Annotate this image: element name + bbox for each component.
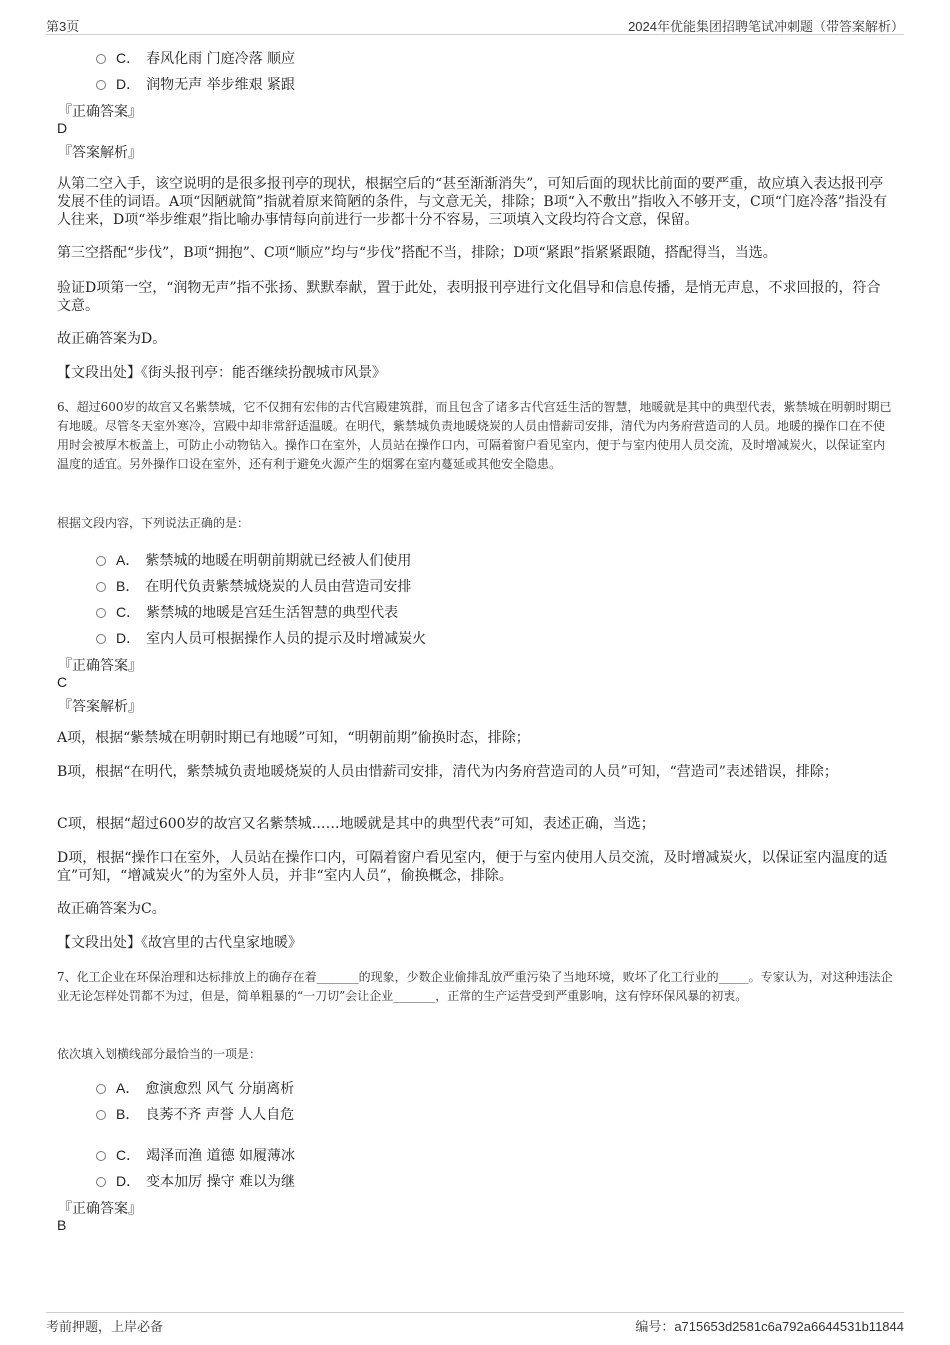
q7-prompt: 依次填入划横线部分最恰当的一项是： xyxy=(57,1047,262,1061)
q7-option-b[interactable]: B． 良莠不齐 声誉 人人自危 xyxy=(96,1104,294,1124)
footer-slogan: 考前押题，上岸必备 xyxy=(46,1319,164,1334)
q6-conclusion: 故正确答案为C。 xyxy=(57,901,166,917)
q6-option-c[interactable]: C． 紫禁城的地暖是宫廷生活智慧的典型代表 xyxy=(96,602,398,622)
q5-conclusion: 故正确答案为D。 xyxy=(57,331,167,347)
document-title: 2024年优能集团招聘笔试冲刺题（带答案解析） xyxy=(628,19,904,34)
q6-analysis-paragraph: B项，根据“在明代，紫禁城负责地暖烧炭的人员由惜薪司安排，清代为内务府营造司的人员”可知，“营造司”表述错误，排除； xyxy=(57,764,838,780)
q7-option-a[interactable]: A． 愈演愈烈 风气 分崩离析 xyxy=(96,1078,294,1098)
q6-option-a[interactable]: A． 紫禁城的地暖在明朝前期就已经被人们使用 xyxy=(96,550,411,570)
radio-icon[interactable] xyxy=(96,556,106,566)
q6-option-d[interactable]: D． 室内人员可根据操作人员的提示及时增减炭火 xyxy=(96,628,426,648)
page-footer xyxy=(46,1312,904,1337)
radio-icon[interactable] xyxy=(96,80,106,90)
q5-option-c[interactable]: C． 春风化雨 门庭冷落 顺应 xyxy=(96,48,295,68)
q6-analysis-paragraph: D项，根据“操作口在室外，人员站在操作口内，可隔着窗户看见室内，便于与室内使用人员交流，及时增减炭火，以保证室内温度的适宜”可知，“增减炭火”的为室外人员，并非“室内人员”，偷换概念，排除。 xyxy=(57,850,888,884)
radio-icon[interactable] xyxy=(96,634,106,644)
q6-source: 【文段出处】《故宫里的古代皇家地暖》 xyxy=(57,935,302,951)
q7-option-c[interactable]: C． 竭泽而渔 道德 如履薄冰 xyxy=(96,1145,295,1165)
q5-answer: D xyxy=(57,120,68,136)
q7-question: 7、化工企业在环保治理和达标排放上的确存在着_______的现象，少数企业偷排乱放严重污染了当地环境，败坏了化工行业的_____。专家认为，对这种违法企业无论怎样处罚都不为过，但是，简单粗暴的“一刀切”会让企业_______，正常的生产运营受到严重影响，这有悖环保风暴的初衷。 xyxy=(57,970,893,1003)
radio-icon[interactable] xyxy=(96,1110,106,1120)
q6-prompt: 根据文段内容，下列说法正确的是： xyxy=(57,516,250,530)
radio-icon[interactable] xyxy=(96,1084,106,1094)
q7-option-d[interactable]: D． 变本加厉 操守 难以为继 xyxy=(96,1171,295,1191)
q5-analysis-paragraph: 验证D项第一空，“润物无声”指不张扬、默默奉献，置于此处，表明报刊亭进行文化倡导和信息传播，是悄无声息，不求回报的，符合文意。 xyxy=(57,280,881,314)
q5-answer-label: 『正确答案』 xyxy=(58,104,142,120)
page-header xyxy=(46,14,904,35)
q6-analysis-paragraph: A项，根据“紫禁城在明朝时期已有地暖”可知，“明朝前期”偷换时态，排除； xyxy=(57,730,530,746)
q7-answer-label: 『正确答案』 xyxy=(58,1201,142,1217)
radio-icon[interactable] xyxy=(96,582,106,592)
q6-analysis-label: 『答案解析』 xyxy=(58,699,142,715)
document-code-value: a715653d2581c6a792a6644531b11844 xyxy=(674,1319,904,1334)
document-code-label: 编号： xyxy=(635,1319,675,1334)
q6-answer: C xyxy=(57,674,68,690)
q7-answer: B xyxy=(57,1217,67,1233)
q5-analysis-paragraph: 从第二空入手，该空说明的是很多报刊亭的现状，根据空后的“甚至渐渐消失”，可知后面的现状比前面的要严重，故应填入表达报刊亭发展不佳的词语。A项“因陋就简”指就着原来简陋的条件，与文意无关，排除；B项“入不敷出”指收入不够开支，C项“门庭冷落”指没有人往来，D项“举步维艰”指比喻办事情每向前进行一步都十分不容易，三项填入文段均符合文意，保留。 xyxy=(57,176,888,228)
radio-icon[interactable] xyxy=(96,54,106,64)
document-code xyxy=(635,1316,904,1335)
q6-analysis-paragraph: C项，根据“超过600岁的故宫又名紫禁城……地暖就是其中的典型代表”可知，表述正确，当选； xyxy=(57,816,655,832)
q5-option-d[interactable]: D． 润物无声 举步维艰 紧跟 xyxy=(96,74,295,94)
q6-question: 6、超过600岁的故宫又名紫禁城，它不仅拥有宏伟的古代宫殿建筑群，而且包含了诸多古代宫廷生活的智慧，地暖就是其中的典型代表，紫禁城在明朝时期已有地暖。尽管冬天室外寒冷，宫殿中却非常舒适温暖。在明代，紫禁城负责地暖烧炭的人员由惜薪司安排，清代为内务府营造司的人员。地暖的操作口在不使用时会被厚木板盖上，可防止小动物钻入。操作口在室外，人员站在操作口内，可隔着窗户看见室内，便于与室内使用人员交流，及时增减炭火，以保证室内温度的适宜。另外操作口设在室外，还有利于避免火源产生的烟雾在室内蔓延或其他安全隐患。 xyxy=(57,400,892,471)
q6-answer-label: 『正确答案』 xyxy=(58,658,142,674)
q5-analysis-label: 『答案解析』 xyxy=(58,145,142,161)
page-number: 第3页 xyxy=(46,19,80,34)
radio-icon[interactable] xyxy=(96,1151,106,1161)
q6-option-b[interactable]: B． 在明代负责紫禁城烧炭的人员由营造司安排 xyxy=(96,576,411,596)
radio-icon[interactable] xyxy=(96,608,106,618)
radio-icon[interactable] xyxy=(96,1177,106,1187)
q5-source: 【文段出处】《街头报刊亭：能否继续扮靓城市风景》 xyxy=(57,365,386,381)
q5-analysis-paragraph: 第三空搭配“步伐”，B项“拥抱”、C项“顺应”均与“步伐”搭配不当，排除；D项“紧跟”指紧紧跟随，搭配得当，当选。 xyxy=(57,245,777,261)
